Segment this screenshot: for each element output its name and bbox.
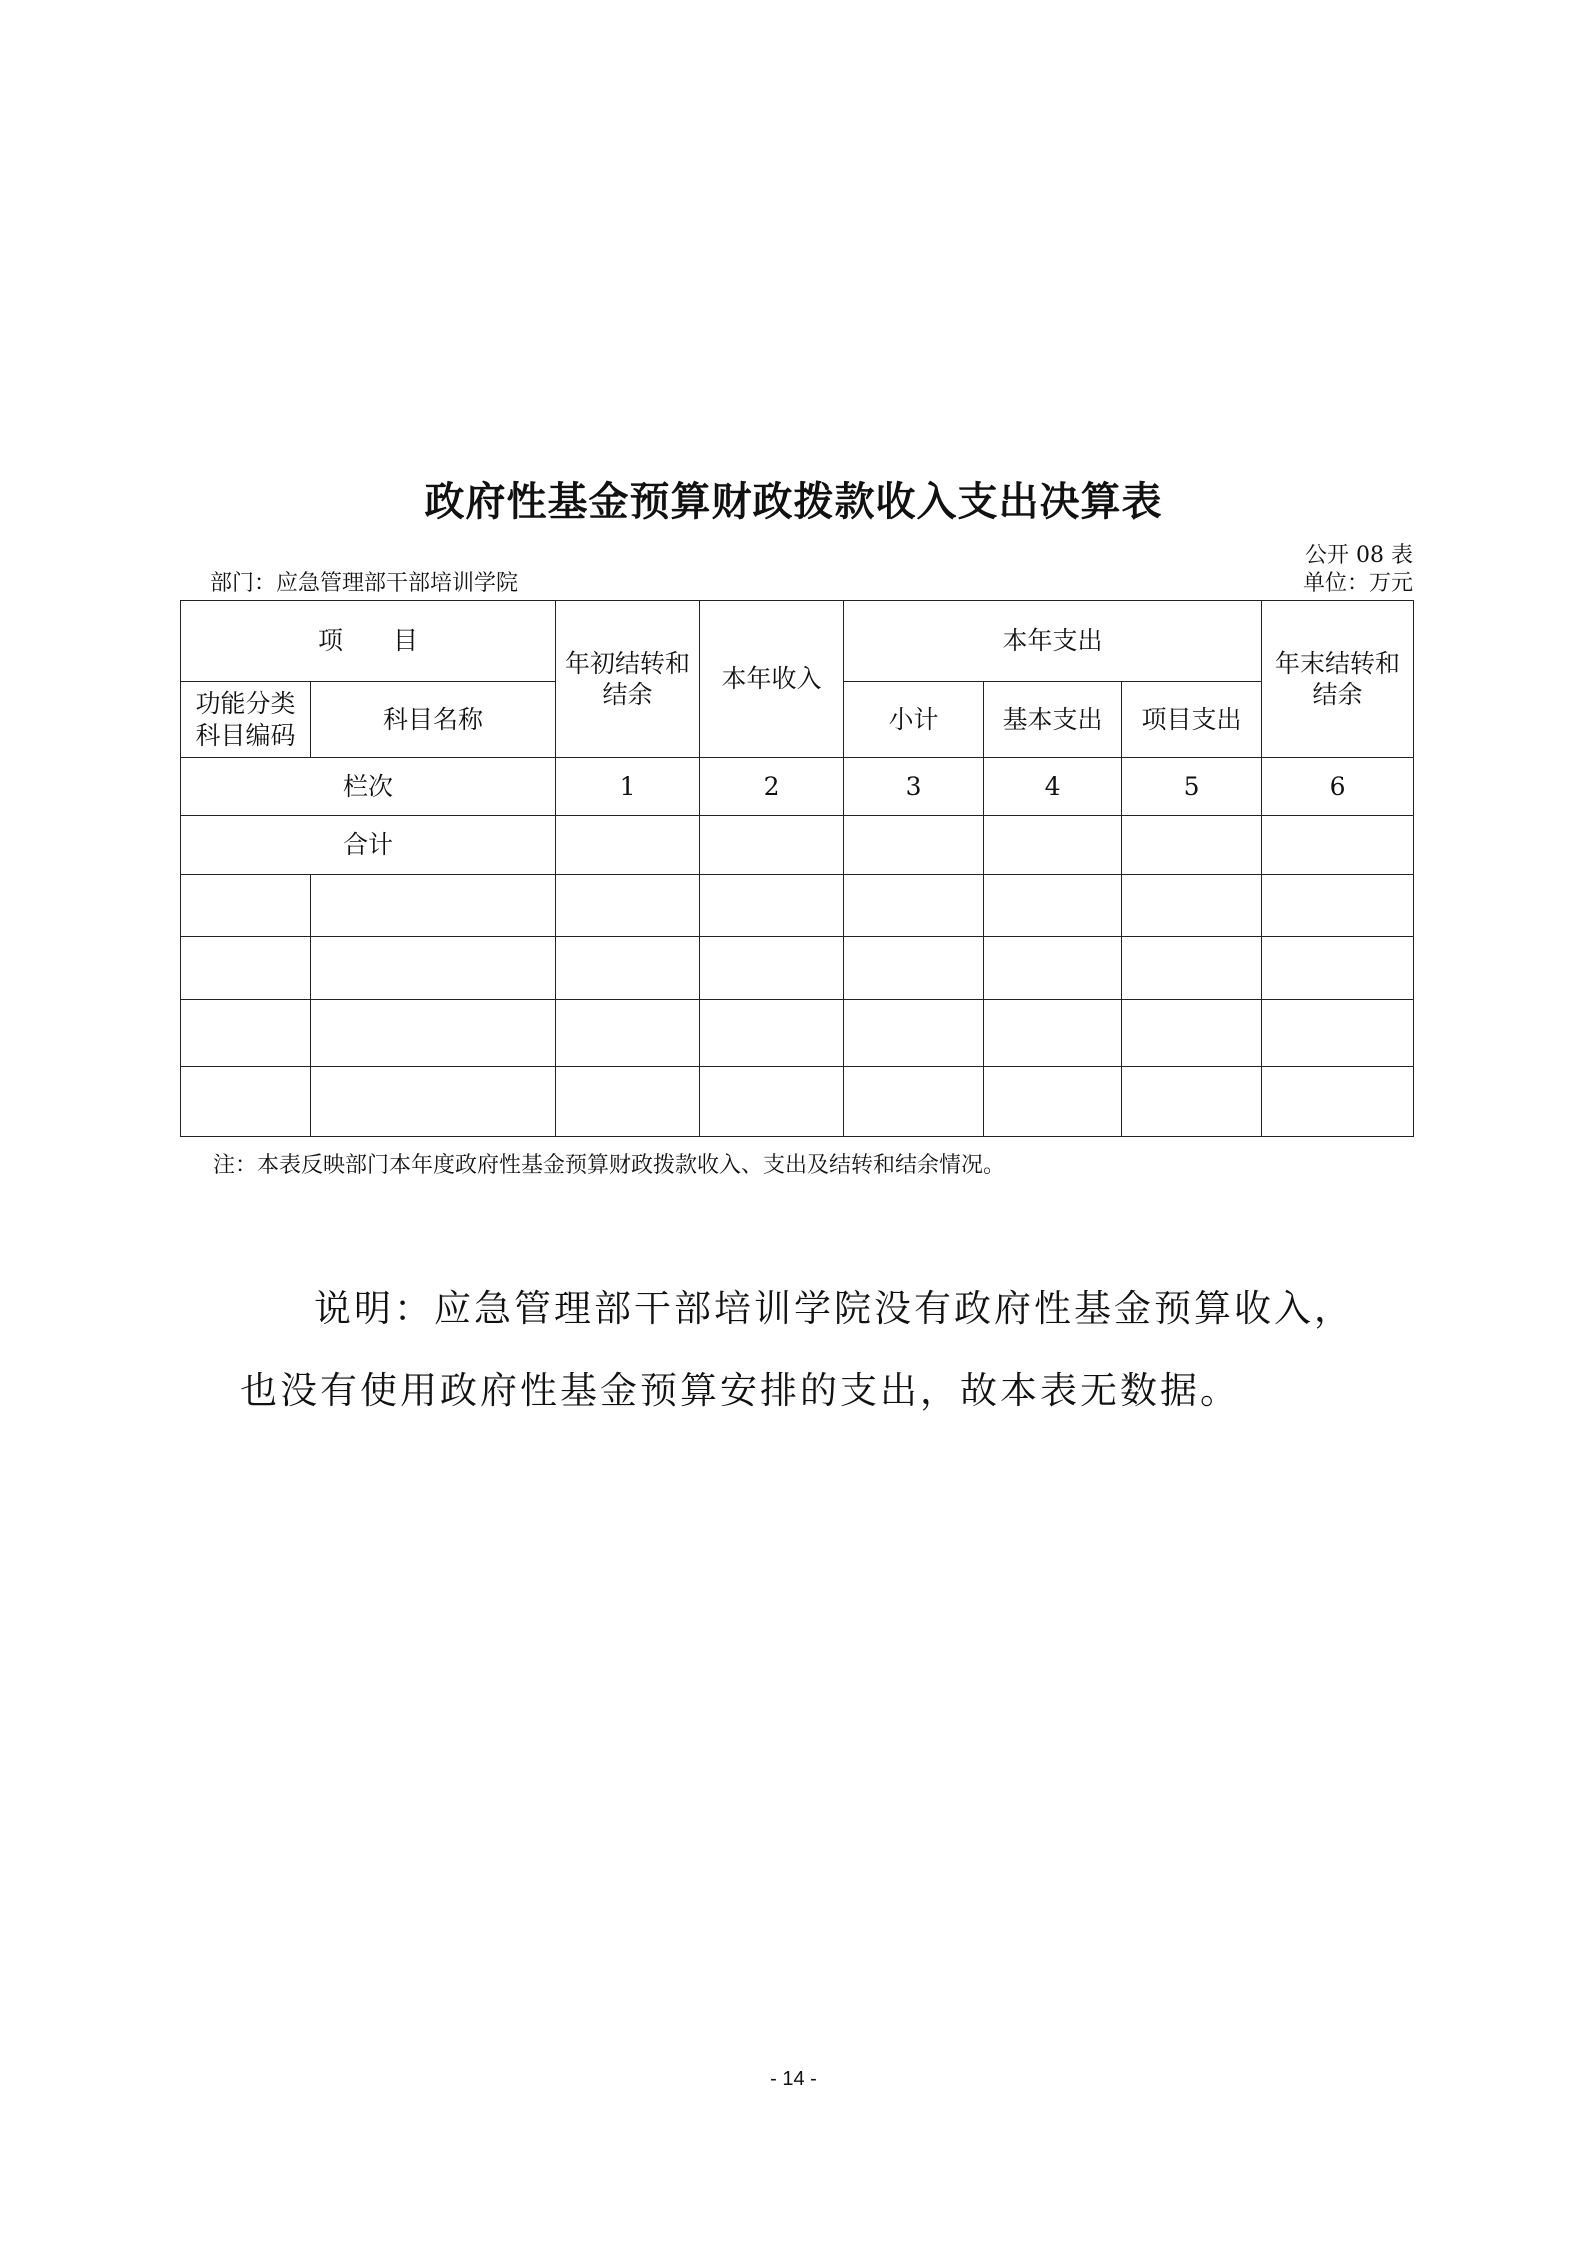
column-number: 3 — [844, 758, 984, 816]
unit-label: 单位：万元 — [1302, 571, 1413, 596]
opening-balance-header: 年初结转和 结余 — [556, 601, 700, 758]
table-cell — [556, 1067, 700, 1137]
table-cell — [556, 875, 700, 937]
table-cell — [984, 816, 1122, 875]
table-row — [181, 1067, 1414, 1137]
table-cell — [984, 875, 1122, 937]
column-row-label: 栏次 — [181, 758, 556, 816]
table-cell — [700, 1000, 844, 1067]
table-cell — [700, 937, 844, 1000]
table-row — [181, 1000, 1414, 1067]
column-number: 1 — [556, 758, 700, 816]
table-cell — [700, 875, 844, 937]
current-expense-header: 本年支出 — [844, 601, 1262, 682]
column-number: 6 — [1262, 758, 1414, 816]
table-row — [181, 875, 1414, 937]
table-cell — [844, 937, 984, 1000]
budget-table — [180, 600, 1414, 1137]
subject-name-header: 科目名称 — [311, 682, 556, 758]
table-note: 注：本表反映部门本年度政府性基金预算财政拨款收入、支出及结转和结余情况。 — [213, 1153, 1006, 1178]
table-cell — [844, 1000, 984, 1067]
table-cell — [1262, 816, 1414, 875]
total-label: 合计 — [181, 816, 556, 875]
table-cell — [1122, 875, 1262, 937]
table-cell — [1262, 937, 1414, 1000]
project-expense-header: 项目支出 — [1122, 682, 1262, 758]
table-cell — [1262, 875, 1414, 937]
table-cell — [984, 1067, 1122, 1137]
column-number: 2 — [700, 758, 844, 816]
basic-expense-header: 基本支出 — [984, 682, 1122, 758]
table-cell — [700, 1067, 844, 1137]
table-cell — [844, 816, 984, 875]
table-cell — [556, 1000, 700, 1067]
page-title: 政府性基金预算财政拨款收入支出决算表 — [424, 479, 1163, 525]
table-cell — [700, 816, 844, 875]
table-cell — [984, 1000, 1122, 1067]
table-cell — [1262, 1067, 1414, 1137]
item-header: 项 目 — [181, 601, 556, 682]
explanation-text: 说明：应急管理部干部培训学院没有政府性基金预算收入，也没有使用政府性基金预算安排的支出，故本表无数据。 — [240, 1287, 1354, 1412]
func-code-header: 功能分类 科目编码 — [181, 682, 311, 758]
table-cell — [1122, 1000, 1262, 1067]
table-cell — [181, 1067, 311, 1137]
table-cell — [311, 937, 556, 1000]
closing-balance-header: 年末结转和 结余 — [1262, 601, 1414, 758]
department-label: 部门：应急管理部干部培训学院 — [210, 571, 519, 596]
table-cell — [1122, 816, 1262, 875]
table-cell — [844, 875, 984, 937]
table-cell — [181, 875, 311, 937]
table-cell — [556, 937, 700, 1000]
table-cell — [1262, 1000, 1414, 1067]
table-cell — [181, 1000, 311, 1067]
table-cell — [311, 1000, 556, 1067]
subtotal-header: 小计 — [844, 682, 984, 758]
current-income-header: 本年收入 — [700, 601, 844, 758]
table-cell — [556, 816, 700, 875]
table-cell — [181, 937, 311, 1000]
column-number: 5 — [1122, 758, 1262, 816]
table-cell — [311, 1067, 556, 1137]
table-cell — [984, 937, 1122, 1000]
page-number: - 14 - — [770, 2068, 817, 2090]
form-code: 公开 08 表 — [1305, 543, 1413, 568]
column-number: 4 — [984, 758, 1122, 816]
table-cell — [311, 875, 556, 937]
table-row — [181, 937, 1414, 1000]
table-cell — [1122, 1067, 1262, 1137]
table-cell — [844, 1067, 984, 1137]
table-cell — [1122, 937, 1262, 1000]
